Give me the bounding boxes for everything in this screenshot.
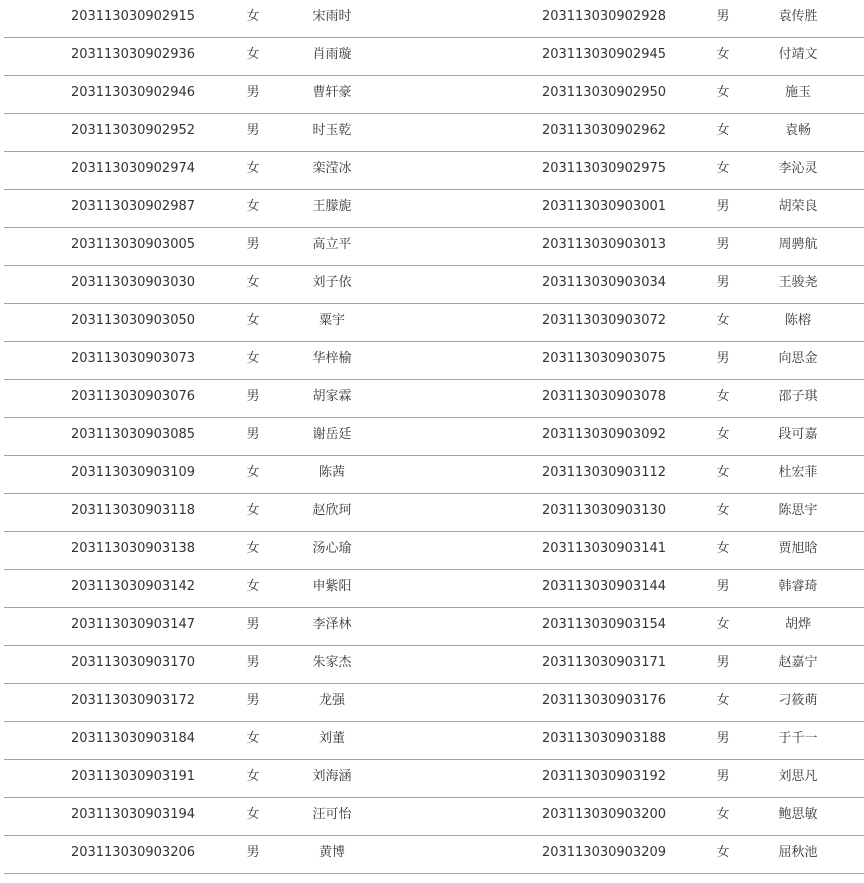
student-name: 申紫阳 bbox=[312, 579, 352, 594]
student-name: 杜宏菲 bbox=[778, 465, 818, 480]
student-gender: 女 bbox=[246, 465, 260, 480]
student-id: 203113030902936 bbox=[70, 47, 196, 62]
student-name: 时玉乾 bbox=[312, 123, 352, 138]
table-row bbox=[4, 380, 864, 418]
student-id: 203113030902915 bbox=[70, 9, 196, 24]
student-name: 栾滢冰 bbox=[312, 161, 352, 176]
student-gender: 女 bbox=[716, 427, 730, 442]
student-id: 203113030903072 bbox=[541, 313, 667, 328]
student-name: 周骋航 bbox=[778, 237, 818, 252]
student-id: 203113030903172 bbox=[70, 693, 196, 708]
student-id: 203113030903209 bbox=[541, 845, 667, 860]
student-gender: 女 bbox=[246, 9, 260, 24]
student-id: 203113030903170 bbox=[70, 655, 196, 670]
student-id: 203113030903078 bbox=[541, 389, 667, 404]
student-id: 203113030903092 bbox=[541, 427, 667, 442]
table-row bbox=[4, 836, 864, 874]
student-name: 向思金 bbox=[778, 351, 818, 366]
student-id: 203113030903200 bbox=[541, 807, 667, 822]
student-name: 王骏尧 bbox=[778, 275, 818, 290]
student-gender: 女 bbox=[716, 465, 730, 480]
student-name: 赵嘉宁 bbox=[778, 655, 818, 670]
student-name: 汪可怡 bbox=[312, 807, 352, 822]
student-id: 203113030903118 bbox=[70, 503, 196, 518]
table-row bbox=[4, 494, 864, 532]
student-name: 谢岳廷 bbox=[312, 427, 352, 442]
student-gender: 女 bbox=[246, 807, 260, 822]
student-name: 胡烨 bbox=[784, 617, 811, 632]
student-gender: 男 bbox=[246, 693, 260, 708]
student-id: 203113030903206 bbox=[70, 845, 196, 860]
student-name: 付靖文 bbox=[778, 47, 818, 62]
student-id: 203113030903138 bbox=[70, 541, 196, 556]
student-gender: 女 bbox=[716, 617, 730, 632]
student-id: 203113030903130 bbox=[541, 503, 667, 518]
student-name: 曹轩豪 bbox=[312, 85, 352, 100]
student-gender: 女 bbox=[246, 579, 260, 594]
student-name: 粟宇 bbox=[318, 313, 345, 328]
student-name: 刁筱萌 bbox=[778, 693, 818, 708]
student-gender: 女 bbox=[716, 313, 730, 328]
student-name: 朱家杰 bbox=[312, 655, 352, 670]
student-gender: 女 bbox=[246, 731, 260, 746]
student-id: 203113030902945 bbox=[541, 47, 667, 62]
student-id: 203113030902946 bbox=[70, 85, 196, 100]
student-id: 203113030902962 bbox=[541, 123, 667, 138]
student-name: 鲍思敏 bbox=[778, 807, 818, 822]
student-id: 203113030903005 bbox=[70, 237, 196, 252]
student-gender: 男 bbox=[246, 427, 260, 442]
student-gender: 女 bbox=[246, 541, 260, 556]
student-name: 李沁灵 bbox=[778, 161, 818, 176]
student-gender: 女 bbox=[716, 389, 730, 404]
student-gender: 男 bbox=[716, 731, 730, 746]
table-row bbox=[4, 722, 864, 760]
student-name: 赵欣珂 bbox=[312, 503, 352, 518]
student-gender: 女 bbox=[716, 503, 730, 518]
student-name: 韩睿琦 bbox=[778, 579, 818, 594]
student-gender: 男 bbox=[716, 237, 730, 252]
student-id: 203113030903076 bbox=[70, 389, 196, 404]
student-id: 203113030902974 bbox=[70, 161, 196, 176]
student-name: 邵子琪 bbox=[778, 389, 818, 404]
table-row bbox=[4, 76, 864, 114]
student-gender: 女 bbox=[246, 275, 260, 290]
student-name: 华梓榆 bbox=[312, 351, 352, 366]
student-id: 203113030903073 bbox=[70, 351, 196, 366]
student-gender: 女 bbox=[246, 47, 260, 62]
student-gender: 男 bbox=[246, 237, 260, 252]
student-gender: 男 bbox=[716, 351, 730, 366]
student-name: 李泽林 bbox=[312, 617, 352, 632]
student-id: 203113030903109 bbox=[70, 465, 196, 480]
student-name: 于千一 bbox=[778, 731, 818, 746]
student-id: 203113030902975 bbox=[541, 161, 667, 176]
student-id: 203113030903030 bbox=[70, 275, 196, 290]
student-name: 汤心瑜 bbox=[312, 541, 352, 556]
student-id: 203113030903171 bbox=[541, 655, 667, 670]
student-name: 袁传胜 bbox=[778, 9, 818, 24]
student-gender: 女 bbox=[716, 47, 730, 62]
student-gender: 女 bbox=[716, 693, 730, 708]
student-id: 203113030903191 bbox=[70, 769, 196, 784]
student-gender: 女 bbox=[246, 503, 260, 518]
student-gender: 女 bbox=[716, 161, 730, 176]
student-name: 刘子依 bbox=[312, 275, 352, 290]
student-id: 203113030903142 bbox=[70, 579, 196, 594]
table-row bbox=[4, 266, 864, 304]
student-name: 陈思宇 bbox=[778, 503, 818, 518]
student-id: 203113030903001 bbox=[541, 199, 667, 214]
student-id: 203113030903188 bbox=[541, 731, 667, 746]
student-gender: 女 bbox=[716, 85, 730, 100]
table-row bbox=[4, 608, 864, 646]
student-gender: 女 bbox=[246, 161, 260, 176]
student-id: 203113030902987 bbox=[70, 199, 196, 214]
student-gender: 男 bbox=[246, 655, 260, 670]
student-gender: 女 bbox=[716, 807, 730, 822]
student-gender: 男 bbox=[246, 85, 260, 100]
table-row bbox=[4, 0, 864, 38]
student-id: 203113030903112 bbox=[541, 465, 667, 480]
student-name: 王朦旎 bbox=[312, 199, 352, 214]
student-gender: 男 bbox=[716, 769, 730, 784]
student-name: 刘思凡 bbox=[778, 769, 818, 784]
student-name: 高立平 bbox=[312, 237, 352, 252]
table-row bbox=[4, 570, 864, 608]
student-gender: 女 bbox=[246, 199, 260, 214]
student-id: 203113030903013 bbox=[541, 237, 667, 252]
table-row bbox=[4, 342, 864, 380]
student-name: 贾旭晗 bbox=[778, 541, 818, 556]
student-name: 胡家霖 bbox=[312, 389, 352, 404]
student-name: 陈榕 bbox=[784, 313, 811, 328]
student-gender: 女 bbox=[246, 769, 260, 784]
student-name: 刘海涵 bbox=[312, 769, 352, 784]
student-gender: 男 bbox=[246, 389, 260, 404]
student-id: 203113030902928 bbox=[541, 9, 667, 24]
table-row bbox=[4, 418, 864, 456]
student-gender: 男 bbox=[246, 123, 260, 138]
student-id: 203113030903050 bbox=[70, 313, 196, 328]
student-id: 203113030903184 bbox=[70, 731, 196, 746]
student-gender: 女 bbox=[246, 313, 260, 328]
table-row bbox=[4, 228, 864, 266]
table-row bbox=[4, 646, 864, 684]
student-gender: 女 bbox=[716, 123, 730, 138]
student-name: 袁畅 bbox=[784, 123, 811, 138]
student-name: 段可嘉 bbox=[778, 427, 818, 442]
student-gender: 男 bbox=[716, 579, 730, 594]
student-name: 陈茜 bbox=[318, 465, 345, 480]
student-name: 屈秋池 bbox=[778, 845, 818, 860]
student-name: 龙强 bbox=[318, 693, 345, 708]
student-gender: 男 bbox=[716, 275, 730, 290]
student-gender: 女 bbox=[246, 351, 260, 366]
student-id: 203113030903194 bbox=[70, 807, 196, 822]
student-gender: 男 bbox=[716, 9, 730, 24]
student-id: 203113030902952 bbox=[70, 123, 196, 138]
table-row bbox=[4, 190, 864, 228]
student-id: 203113030903176 bbox=[541, 693, 667, 708]
student-gender: 男 bbox=[246, 845, 260, 860]
table-row bbox=[4, 760, 864, 798]
student-gender: 女 bbox=[716, 541, 730, 556]
table-row bbox=[4, 798, 864, 836]
table-row bbox=[4, 38, 864, 76]
student-name: 施玉 bbox=[784, 85, 811, 100]
student-name: 黄博 bbox=[318, 845, 345, 860]
student-gender: 男 bbox=[716, 199, 730, 214]
student-id: 203113030903034 bbox=[541, 275, 667, 290]
student-id: 203113030903147 bbox=[70, 617, 196, 632]
table-row bbox=[4, 456, 864, 494]
student-id: 203113030903192 bbox=[541, 769, 667, 784]
student-gender: 男 bbox=[246, 617, 260, 632]
table-row bbox=[4, 532, 864, 570]
table-row bbox=[4, 114, 864, 152]
student-name: 肖雨璇 bbox=[312, 47, 352, 62]
student-name: 宋雨时 bbox=[312, 9, 352, 24]
table-row bbox=[4, 304, 864, 342]
table-row bbox=[4, 152, 864, 190]
table-row bbox=[4, 684, 864, 722]
student-name: 刘董 bbox=[318, 731, 345, 746]
student-gender: 女 bbox=[716, 845, 730, 860]
student-id: 203113030903141 bbox=[541, 541, 667, 556]
student-id: 203113030903075 bbox=[541, 351, 667, 366]
student-name: 胡荣良 bbox=[778, 199, 818, 214]
student-id: 203113030903144 bbox=[541, 579, 667, 594]
student-id: 203113030902950 bbox=[541, 85, 667, 100]
student-id: 203113030903154 bbox=[541, 617, 667, 632]
student-id: 203113030903085 bbox=[70, 427, 196, 442]
student-gender: 男 bbox=[716, 655, 730, 670]
